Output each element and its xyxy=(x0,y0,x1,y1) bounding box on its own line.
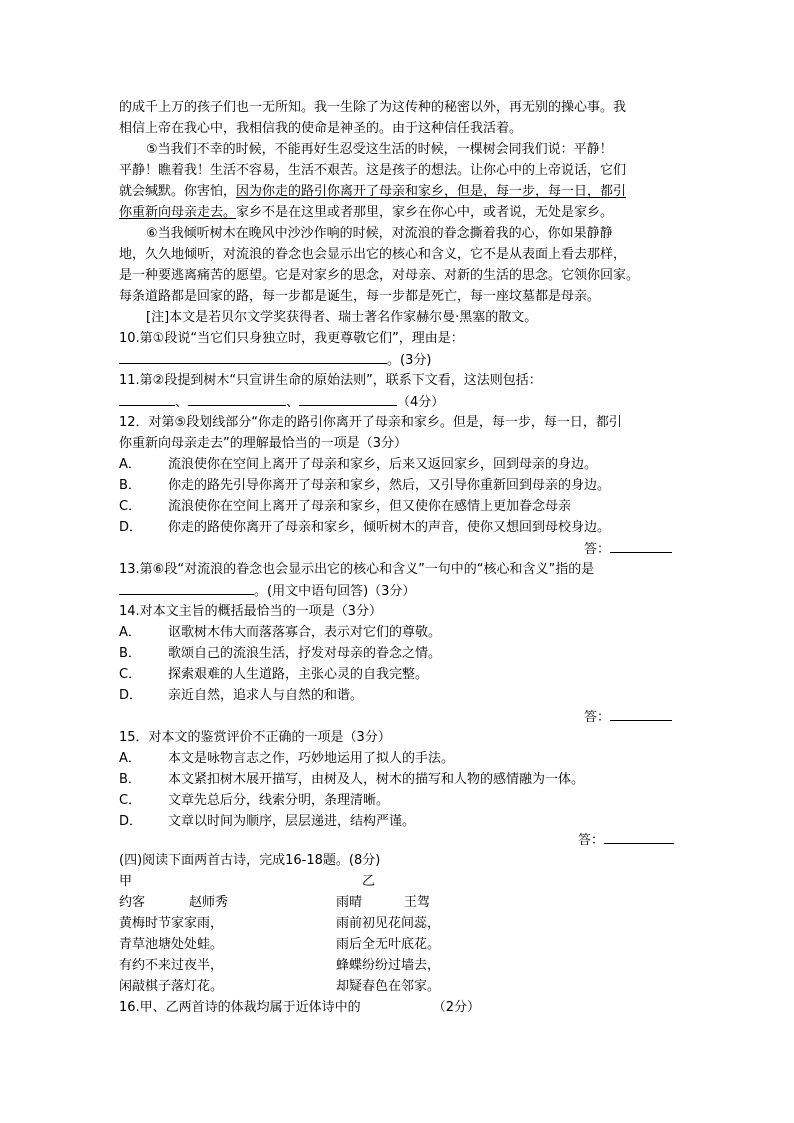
passage-line: 平静！瞧着我！生活不容易，生活不艰苦。这是孩子的想法。让你心中的上帝说话，它们 xyxy=(119,163,627,178)
option-text: 你走的路使你离开了母亲和家乡，倾听树木的声音，使你又想回到母校身边。 xyxy=(168,520,611,535)
question-13-stem: 13.第⑥段“对流浪的眷念也会显示出它的核心和含义”一句中的“核心和含义”指的是 xyxy=(119,562,595,577)
poem-jia-label: 甲 xyxy=(119,874,133,889)
poem-jia-line: 黄梅时节家家雨， xyxy=(119,916,224,931)
option-a[interactable] xyxy=(119,748,454,769)
poem-yi-line: 雨后全无叶底花。 xyxy=(336,937,441,952)
passage-line: ⑥当我倾听树木在晚风中沙沙作响的时候，对流浪的眷念撕着我的心，你如果静静 xyxy=(146,226,613,241)
option-text: 探索艰难的人生道路，主张心灵的自我完整。 xyxy=(168,667,429,682)
question-12-stem: 你重新向母亲走去”的理解最恰当的一项是（3分） xyxy=(119,436,408,451)
option-key: A． xyxy=(119,751,141,766)
option-key: B． xyxy=(119,478,141,493)
option-text: 本文是咏物言志之作，巧妙地运用了拟人的手法。 xyxy=(168,751,455,766)
option-text: 你走的路先引导你离开了母亲和家乡，然后，又引导你重新回到母亲的身边。 xyxy=(168,478,611,493)
passage-line: 地，久久地倾听，对流浪的眷念也会显示出它的核心和含义，它不是从表面上看去那样， xyxy=(119,247,627,262)
poem-yi-line: 蜂蝶纷纷过墙去， xyxy=(336,958,441,973)
question-16-points: （2分） xyxy=(432,1000,480,1015)
option-key: D． xyxy=(119,520,143,535)
question-15-stem: 15．对本文的鉴赏评价不正确的一项是（3分） xyxy=(119,730,391,745)
passage-line: 相信上帝在我心中，我相信我的使命是神圣的。由于这种信任我活着。 xyxy=(119,121,523,136)
option-text: 文章先总后分，线索分明，条理清晰。 xyxy=(168,793,390,808)
option-d[interactable] xyxy=(119,811,415,832)
option-key: A． xyxy=(119,625,141,640)
poem-yi-title: 雨晴 xyxy=(336,895,363,910)
question-13-points: 。(用文中语句回答)（3分） xyxy=(254,584,416,599)
option-c[interactable] xyxy=(119,496,571,517)
answer-blank[interactable] xyxy=(299,391,397,406)
underlined-sentence: 因为你走的路引你离开了母亲和家乡，但是，每一步，每一日，都引 xyxy=(236,184,627,199)
answer-blank[interactable] xyxy=(119,391,175,406)
author-note: [注]本文是若贝尔文学奖获得者、瑞士著名作家赫尔曼·黑塞的散文。 xyxy=(146,310,538,325)
passage-line xyxy=(119,202,613,223)
answer-label: 答： xyxy=(578,833,605,848)
option-text: 流浪使你在空间上离开了母亲和家乡，但又使你在感情上更加眷念母亲 xyxy=(168,499,572,514)
option-c[interactable] xyxy=(119,790,389,811)
question-12-stem: 12．对第⑤段划线部分“你走的路引你离开了母亲和家乡。但是，每一步，每一日，都引 xyxy=(119,415,622,430)
option-key: D． xyxy=(119,814,143,829)
poem-yi-author: 王驾 xyxy=(404,895,431,910)
question-16-stem: 16.甲、乙两首诗的体裁均属于近体诗中的 xyxy=(119,1000,361,1015)
option-key: A． xyxy=(119,457,141,472)
answer-blank[interactable] xyxy=(188,391,286,406)
question-10-points: 。(3分) xyxy=(387,353,432,368)
answer-blank[interactable] xyxy=(604,829,674,844)
option-a[interactable] xyxy=(119,454,597,475)
option-b[interactable] xyxy=(119,643,441,664)
poem-jia-author: 赵师秀 xyxy=(189,895,229,910)
passage-line: 的成千上万的孩子们也一无所知。我一生除了为这传种的秘密以外，再无别的操心事。我 xyxy=(119,100,627,115)
passage-text: 就会缄默。你害怕， xyxy=(119,184,237,199)
question-14-answer xyxy=(584,706,672,727)
option-key: C． xyxy=(119,499,142,514)
question-16-line xyxy=(119,997,480,1018)
option-d[interactable] xyxy=(119,685,363,706)
passage-text: 家乡不是在这里或者那里，家乡在你心中，或者说，无处是家乡。 xyxy=(236,205,614,220)
option-key: D． xyxy=(119,688,143,703)
answer-label: 答： xyxy=(584,710,611,725)
section-heading: (四)阅读下面两首古诗，完成16-18题。(8分) xyxy=(119,853,381,868)
poem-jia-title: 约客 xyxy=(119,895,146,910)
question-10-stem: 10.第①段说“当它们只身独立时，我更尊敬它们”，理由是： xyxy=(119,331,464,346)
passage-line xyxy=(119,181,626,202)
option-d[interactable] xyxy=(119,517,610,538)
option-key: B． xyxy=(119,646,141,661)
option-b[interactable] xyxy=(119,769,584,790)
question-11-answer-line xyxy=(119,391,444,412)
poem-jia-line: 青草池塘处处蛙。 xyxy=(119,937,224,952)
option-c[interactable] xyxy=(119,664,428,685)
separator: 、 xyxy=(286,395,300,410)
option-text: 流浪使你在空间上离开了母亲和家乡，后来又返回家乡，回到母亲的身边。 xyxy=(168,457,598,472)
poem-yi-line: 却疑春色在邻家。 xyxy=(336,979,441,994)
passage-line: 是一种要逃离痛苦的愿望。它是对家乡的思念，对母亲、对新的生活的思念。它领你回家。 xyxy=(119,268,640,283)
option-b[interactable] xyxy=(119,475,610,496)
separator: 、 xyxy=(175,395,189,410)
question-14-stem: 14.对本文主旨的概括最恰当的一项是（3分） xyxy=(119,604,382,619)
answer-blank[interactable] xyxy=(610,538,672,553)
question-13-answer-line xyxy=(119,580,415,601)
question-15-answer xyxy=(578,829,674,850)
option-text: 本文紧扣树木展开描写，由树及人，树木的描写和人物的感情融为一体。 xyxy=(168,772,585,787)
answer-label: 答： xyxy=(584,542,611,557)
question-11-points: （4分） xyxy=(397,395,445,410)
option-a[interactable] xyxy=(119,622,441,643)
answer-blank[interactable] xyxy=(119,580,254,595)
poem-yi-line: 雨前初见花间蕊， xyxy=(336,916,441,931)
passage-line: 每条道路都是回家的路，每一步都是诞生，每一步都是死亡，每一座坟墓都是母亲。 xyxy=(119,289,601,304)
option-key: C． xyxy=(119,667,142,682)
answer-blank[interactable] xyxy=(610,706,672,721)
poem-jia-line: 闲敲棋子落灯花。 xyxy=(119,979,224,994)
underlined-sentence: 你重新向母亲走去。 xyxy=(119,205,237,220)
option-key: C． xyxy=(119,793,142,808)
question-11-stem: 11.第②段提到树木“只宣讲生命的原始法则”，联系下文看，这法则包括： xyxy=(119,373,542,388)
question-10-answer-line xyxy=(119,349,431,370)
poem-yi-label: 乙 xyxy=(362,874,376,889)
poem-jia-line: 有约不来过夜半， xyxy=(119,958,224,973)
question-12-answer xyxy=(584,538,672,559)
option-text: 讴歌树木伟大而落落寡合，表示对它们的尊敬。 xyxy=(168,625,442,640)
option-text: 歌颂自己的流浪生活，抒发对母亲的眷念之情。 xyxy=(168,646,442,661)
option-text: 亲近自然，追求人与自然的和谐。 xyxy=(168,688,364,703)
option-key: B． xyxy=(119,772,141,787)
answer-blank[interactable] xyxy=(119,349,387,364)
option-text: 文章以时间为顺序，层层递进，结构严谨。 xyxy=(168,814,416,829)
passage-line: ⑤当我们不幸的时候，不能再好生忍受这生活的时候，一棵树会同我们说：平静！ xyxy=(146,142,613,157)
